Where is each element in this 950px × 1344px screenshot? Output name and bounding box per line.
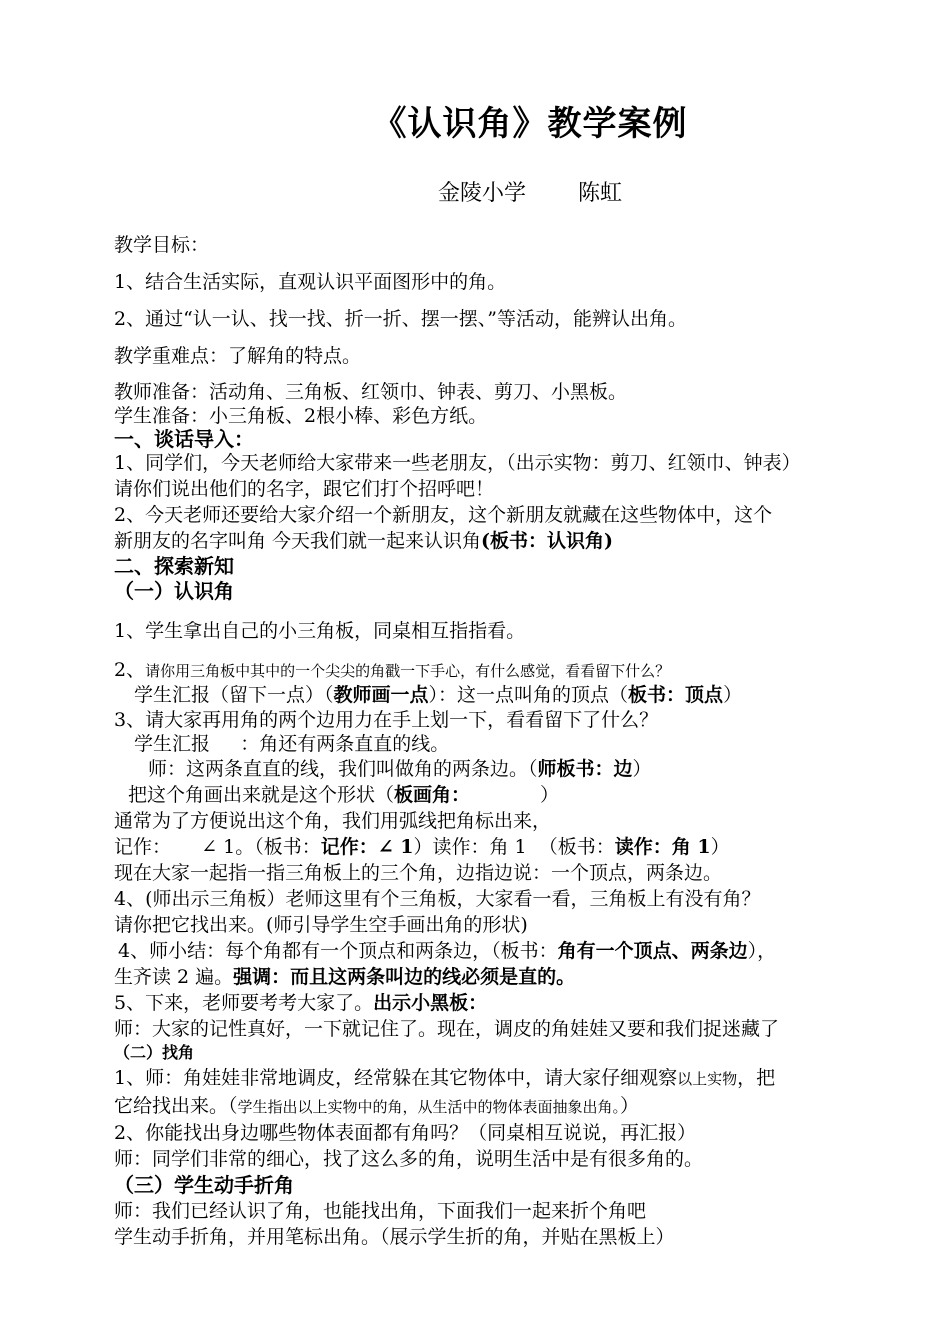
text-run: 它给找出来。（ [114, 1095, 238, 1117]
paragraph: 2、通过“认一认、找一找、折一折、摆一摆、”等活动，能辨认出角。 [114, 308, 688, 330]
paragraph: 师：大家的记性真好，一下就记住了。现在，调皮的角娃娃又要和我们捉迷藏了 [114, 1018, 780, 1040]
paragraph: 2、你能找出身边哪些物体表面都有角吗？（同桌相互说说，再汇报） [114, 1122, 697, 1144]
paragraph: 学生准备：小三角板、2根小棒、彩色方纸。 [114, 405, 488, 427]
paragraph: 1、学生拿出自己的小三角板，同桌相互指指看。 [114, 620, 526, 642]
paragraph: 请你把它找出来。(师引导学生空手画出角的形状) [114, 914, 528, 936]
paragraph: 学生动手折角，并用笔标出角。（展示学生折的角，并贴在黑板上） [114, 1226, 675, 1248]
text-run-bold: 出示小黑板： [373, 992, 488, 1014]
text-run-bold: 强调：而且这两条叫边的线必须是直的。 [233, 966, 576, 988]
text-run-small: 学生指出以上实物中的角，从生活中的物体表面抽象出角。 [237, 1098, 621, 1116]
teacher-name: 陈虹 [578, 181, 623, 206]
paragraph: 教师准备：活动角、三角板、红领巾、钟表、剪刀、小黑板。 [114, 381, 628, 403]
text-run-bold: 角有一个顶点、两条边 [557, 940, 748, 962]
text-run: 记作： ∠ 1。（板书： [114, 836, 321, 858]
text-run: ） [620, 1095, 640, 1117]
subsection-heading: （一）认识角 [114, 579, 234, 603]
text-run-small: 请你用三角板中其中的一个尖尖的角戳一下手心，有什么感觉，看看留下什么？ [145, 662, 671, 680]
text-run: ） [632, 758, 652, 780]
text-run: ） [723, 684, 743, 706]
paragraph: 通常为了方便说出这个角，我们用弧线把角标出来， [114, 810, 552, 832]
paragraph: 请你们说出他们的名字，跟它们打个招呼吧！ [114, 478, 495, 500]
text-run-bold: 教师画一点 [333, 684, 429, 706]
subsection-heading: （二）找角 [114, 1043, 195, 1062]
paragraph [114, 990, 874, 1016]
paragraph [114, 528, 874, 554]
text-run: ，把 [737, 1067, 776, 1089]
text-run-bold: 师板书：边 [537, 758, 633, 780]
text-run: 4、师小结：每个角都有一个顶点和两条边，（板书： [118, 940, 558, 962]
paragraph: 师：我们已经认识了角，也能找出角，下面我们一起来折个角吧 [114, 1200, 647, 1222]
paragraph [114, 938, 874, 964]
text-run-bold: 记作：∠ 1 [320, 836, 414, 858]
section-heading: 一、谈话导入： [114, 427, 254, 451]
paragraph: 1、同学们，今天老师给大家带来一些老朋友，（出示实物：剪刀、红领巾、钟表） [114, 452, 801, 474]
text-run: 生齐读 2 遍。 [114, 966, 234, 988]
text-run: 1、师：角娃娃非常地调皮，经常躲在其它物体中，请大家仔细观察 [114, 1067, 678, 1089]
paragraph [114, 756, 874, 782]
document-title: 《认识角》教学案例 [372, 104, 688, 144]
subsection-heading: （三）学生动手折角 [114, 1173, 294, 1197]
author-line [0, 176, 950, 207]
text-run: ）读作：角 1 （板书： [413, 836, 615, 858]
text-run: 学生汇报（留下一点）（ [134, 684, 334, 706]
section-heading: 二、探索新知 [114, 554, 234, 578]
school-name: 金陵小学 [437, 181, 526, 206]
text-run: ） [540, 784, 560, 806]
text-run: 2、 [114, 659, 146, 681]
paragraph: 4、(师出示三角板）老师这里有个三角板，大家看一看，三角板上有没有角？ [114, 888, 761, 910]
paragraph [114, 682, 874, 708]
text-run-bold: 板书：顶点 [628, 684, 724, 706]
paragraph: 师：同学们非常的细心，找了这么多的角，说明生活中是有很多角的。 [114, 1148, 704, 1170]
text-run: 5、下来，老师要考考大家了。 [114, 992, 374, 1014]
paragraph: 2、今天老师还要给大家介绍一个新朋友，这个新朋友就藏在这些物体中，这个 [114, 504, 773, 526]
text-run-bold: 板画角： [394, 784, 471, 806]
paragraph [114, 782, 874, 808]
paragraph [114, 1064, 874, 1093]
document-body [114, 226, 874, 1250]
text-run: 师：这两条直直的线，我们叫做角的两条边。（ [148, 758, 538, 780]
text-run: 把这个角画出来就是这个形状（ [128, 784, 395, 806]
paragraph: 学生汇报 ：角还有两条直直的线。 [134, 733, 450, 755]
text-run: ）， [747, 940, 777, 962]
paragraph [114, 834, 874, 860]
text-run: ） [710, 836, 730, 858]
paragraph: 1、结合生活实际，直观认识平面图形中的角。 [114, 271, 507, 293]
text-run: 新朋友的名字叫角 今天我们就一起来认识角 [114, 530, 482, 552]
paragraph: 教学目标： [114, 234, 210, 256]
paragraph: 教学重难点：了解角的特点。 [114, 345, 362, 367]
text-run-small: 以上实物 [677, 1070, 738, 1088]
text-run-bold: (板书：认识角) [481, 530, 614, 552]
paragraph: 现在大家一起指一指三角板上的三个角，边指边说：一个顶点，两条边。 [114, 862, 723, 884]
text-run: ）：这一点叫角的顶点（ [428, 684, 629, 706]
paragraph: 3、请大家再用角的两个边用力在手上划一下，看看留下了什么？ [114, 709, 659, 731]
paragraph [114, 659, 874, 682]
text-run-bold: 读作：角 1 [614, 836, 711, 858]
paragraph [114, 964, 874, 990]
paragraph [114, 1093, 874, 1120]
